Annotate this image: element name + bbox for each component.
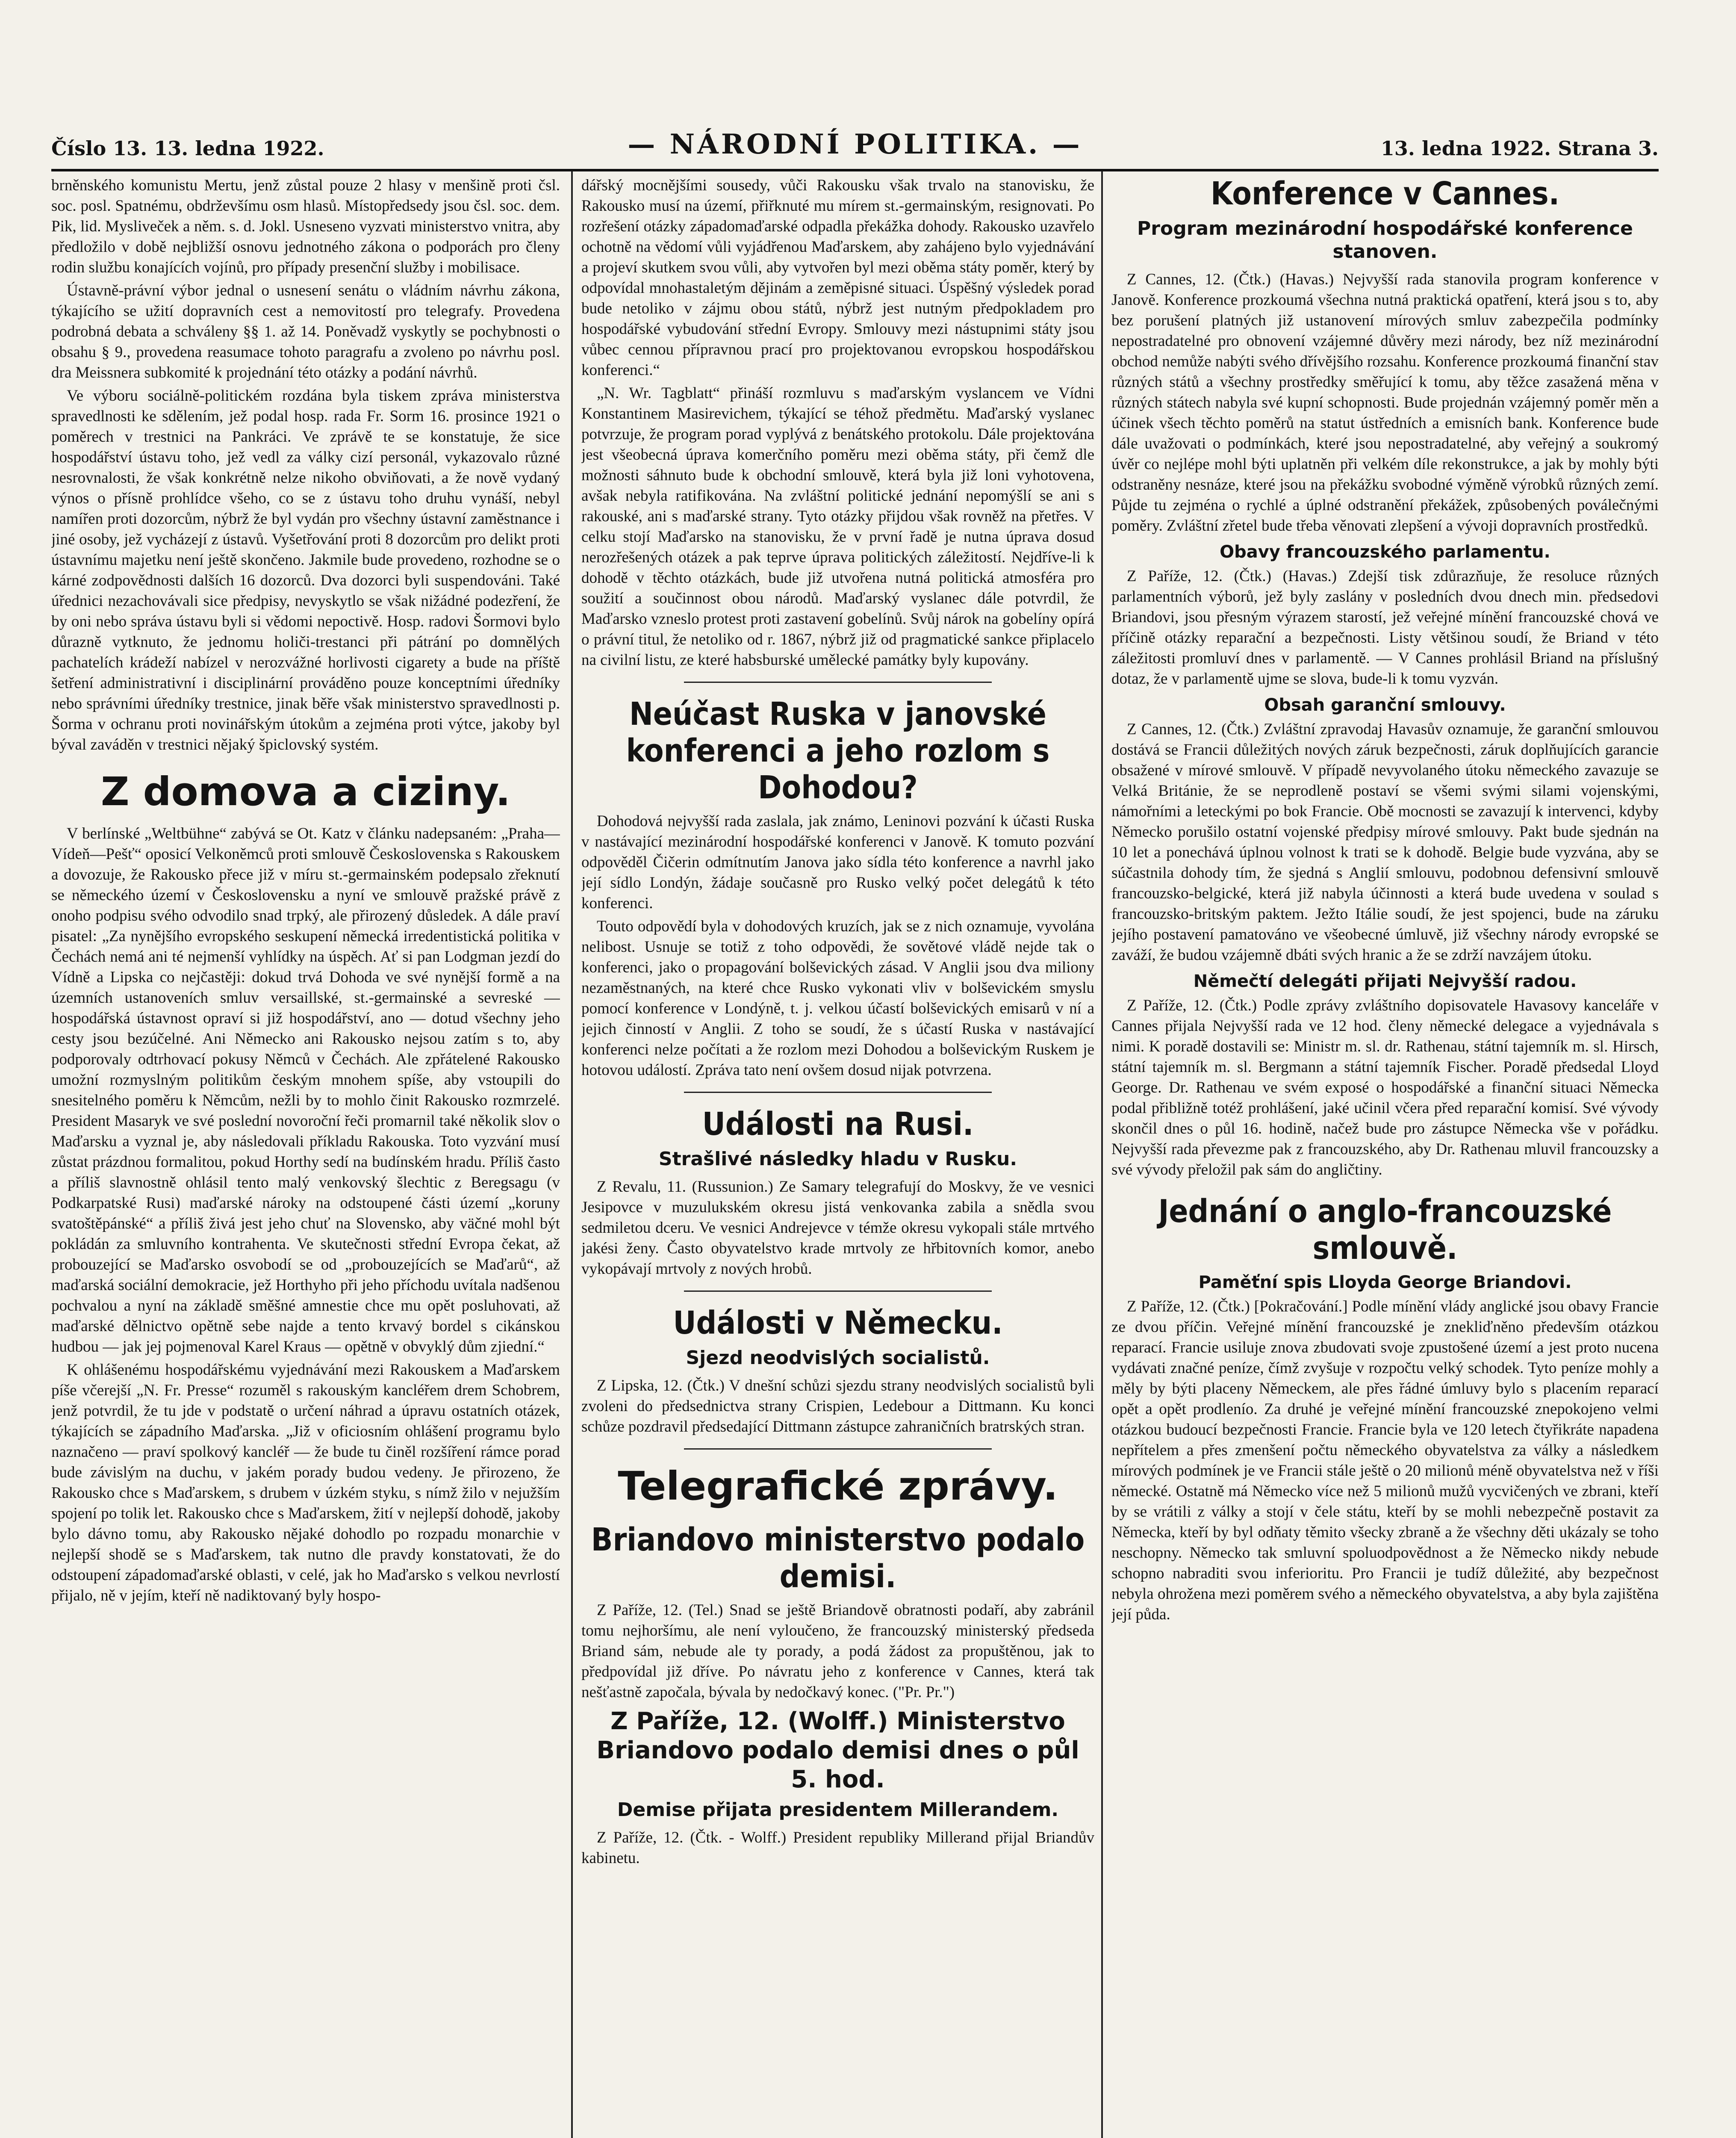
article-subheading: Němečtí delegáti přijati Nejvyšší radou. bbox=[1193, 972, 1577, 991]
column-3 bbox=[1111, 175, 1659, 2138]
article-text: Z Revalu, 11. (Russunion.) Ze Samary telegrafují do Moskvy, že ve vesnici Jesipovce v muzulukském okresu jistá venkovanka zabila a snědla svou sedmiletou dceru. Ve vesnici Andrejevce v témže okresu vykopali stále mrtvého jakési ženy. Často obyvatelstvo krade mrtvoly ze hřbitovních komor, anebo vykopávají mrtvoly z nových hrobů. bbox=[581, 1178, 1094, 1278]
column-2 bbox=[581, 175, 1094, 2138]
bulletin-text: Z Paříže, 12. (Wolff.) Ministerstvo Briandovo podalo demisi dnes o půl 5. hod. bbox=[596, 1707, 1079, 1793]
article-text: K ohlášenému hospodářskému vyjednávání mezi Rakouskem a Maďarskem píše včerejší „N. Fr. Presse“ rozuměl s rakouským kancléřem drem Schobrem, jenž potvrdil, že tu jde v podstatě o určení náhrad a úpravu ostatních otázek, týkajících se západního Maďarska. „Již v oficiosním ohlášení programu bylo naznačeno — praví spolkový kancléř — že bude tu činěl rozšíření rámce porad bude závislým na duchu, v jakém porady budou vedeny. Je přirozeno, že Rakousko chce s Maďarskem, s drubem v úzkém styku, s nímž žilo v nejužším spojení po tolik let. Rakousko chce s Maďarskem, žití v nejlepší dohodě, jakoby bylo dávno tomu, aby Rakousko nějaké dohodlo po rozpadu monarchie v nejlepší shodě se s Maďarskem, tak nutno dle pravdy konstatovati, že do odstoupení západomaďarské oblasti, v celé, jak ho Maďarsko s velkou nevrlostí přijalo, ně v jejím, kteří ně nadiktovaný byly hospo- bbox=[51, 1361, 560, 1604]
divider bbox=[684, 1092, 992, 1093]
article-subheading: Program mezinárodní hospodářské konference stanoven. bbox=[1137, 218, 1633, 263]
article-subheading: Demise přijata presidentem Millerandem. bbox=[617, 1799, 1059, 1821]
article-heading: Briandovo ministerstvo podalo demisi. bbox=[591, 1521, 1085, 1595]
newspaper-title: — NÁRODNÍ POLITIKA. — bbox=[628, 128, 1082, 160]
article-heading: Jednání o anglo-francouzské smlouvě. bbox=[1158, 1193, 1612, 1267]
divider bbox=[684, 1290, 992, 1292]
article-text: Touto odpovědí byla v dohodových kruzích, jak se z nich oznamuje, vyvolána nelibost. Usnuje se totiž z toho odpovědi, že sovětové vládě nejde tak o konferenci, jako o propagování bolševických zásad. V Anglii jsou dva miliony nezaměstnaných, na které chce Rusko vykonati vliv v bolševickém smyslu pomocí konference v Londýně, t. j. velkou účastí bolševických emisarů v ní a jejich činností v Anglii. Z toho se soudí, že s účastí Ruska v nastávající konferenci nelze počítati a že rozlom mezi Dohodou a bolševickým Ruskem je hotovou událostí. Zpráva tato není ovšem dosud nijak potvrzena. bbox=[581, 918, 1094, 1079]
article-heading: Neúčast Ruska v janovské konferenci a jeho rozlom s Dohodou? bbox=[626, 696, 1050, 806]
page-number: 13. ledna 1922. Strana 3. bbox=[1380, 137, 1659, 160]
article-text: Ústavně-právní výbor jednal o usnesení senátu o vládním návrhu zákona, týkajícího se užití dopravních cest a nemovitostí pro telegrafy. Provedena podrobná debata a schváleny §§ 1. až 14. Poněvadž vyskytly se pochybnosti o obsahu § 9., provedena reasumace tohoto paragrafu a zvoleno po návrhu posl. dra Meissnera subkomité k projednání této otázky a podání návrhů. bbox=[51, 282, 560, 381]
issue-number: Číslo 13. 13. ledna 1922. bbox=[51, 137, 324, 160]
article-subheading: Obsah garanční smlouvy. bbox=[1264, 695, 1506, 715]
article-subheading: Strašlivé následky hladu v Rusku. bbox=[658, 1148, 1017, 1170]
article-heading: Události na Rusi. bbox=[702, 1106, 974, 1143]
article-text: Ve výboru sociálně-politickém rozdána byla tiskem zpráva ministerstva spravedlnosti ke sdělením, jež podal hosp. rada Fr. Sorm 16. prosince 1921 o poměrech v trestnici na Pankráci. Ve zprávě te se konstatuje, že sice hospodářství ústavu toho, jež vedl za války cizí personál, vykazovalo různé nesrovnalosti, že však konkrétně nelze nikoho obviňovati, a že nově vydaný výnos o přísně prohlídce všeho, co se z ústavu toho druhu vynáší, nebyl namířen proti dozorcům, nýbrž že byl vydán pro všechny ústavní zaměstnance i jiné osoby, jež vycházejí z ústavů. Vyšetřování proti 8 dozorcům pro delikt proti ústavnímu majetku není ještě skončeno. Jakmile bude provedeno, rozhodne se o kárné zodpovědnosti dalších 16 dozorců. Dva dozorci byli suspendováni. Také úřednici nezachovávali sice předpisy, nevyskytlo se však nižádné podezření, že by oni nebo správa ústavu byli si vědomi nepoctivě. Hosp. radovi Šormovi bylo důrazně vytknuto, že jednomu holiči-trestanci při pátrání po domnělých pachatelích krádeží nabízel v nerozvážné horlivosti cigarety a bude na příště šetření administrativní i disciplinární prováděno pouze konceptními úředníky nebo správními úředníky trestnice, jinak běře však ministerstvo spravedlnosti p. Šorma v ochranu proti novinářským útokům a zejména proti výtce, jakoby byl býval zaváděn v trestnici nějaký špiclovský systém. bbox=[51, 387, 560, 753]
divider bbox=[684, 682, 992, 683]
section-heading: Z domova a ciziny. bbox=[100, 769, 511, 815]
article-text: brněnského komunistu Mertu, jenž zůstal pouze 2 hlasy v menšině proti čsl. soc. posl. Spatnému, obdrževšímu osm hlasů. Místopředsedy jsou čsl. soc. dem. Pik, lid. Mysliveček a něm. s. d. Jokl. Usneseno vyzvati ministerstvo vnitra, aby předložilo v době nejbližší osnovu jednotného zákona o podporách pro členy rodin službu konajících vojínů, pro případy presenční služby i mobilisace. bbox=[51, 177, 560, 276]
column-divider-2 bbox=[1101, 171, 1103, 2138]
article-text: Z Paříže, 12. (Tel.) Snad se ještě Briandově obratnosti podaří, aby zabránil tomu nejhoršímu, ale není vyloučeno, že francouzský ministerský předseda Briand sám, nebude ale ty porady, a podá žádost za propuštěnou, jak to předpovídal již dříve. Po návratu jeho z konference v Cannes, která tak nešťastně započala, bývala by nedočkavý konec. ("Pr. Pr.") bbox=[581, 1601, 1094, 1701]
article-heading: Konference v Cannes. bbox=[1211, 175, 1559, 212]
article-text: Z Paříže, 12. (Čtk.) [Pokračování.] Podle mínění vlády anglické jsou obavy Francie ze dvou příčin. Veřejné mínění francouzské je znekliďněno především otázkou reparací. Francie usiluje znova zbudovati svoje zpustošené území a jest proto nucena vydávati značné peníze, čímž zvyšuje v rozpočtu velký schodek. Tyto peníze mohly a měly by býti placeny Německem, ale přes řádné úmluvy bylo s placením reparací opět a opět prodlenío. Za druhé je veřejné mínění francouzské znepokojeno velmi otázkou budoucí bezpečnosti Francie. Francie byla ve 120 letech čtyřikráte napadena nepřítelem a přes zmenšení počtu německého obyvatelstva za války a následkem mírových podmínek je ve Francii stále ještě o 20 milionů méně obyvatelstva než v říši německé. Ostatně má Německo více než 5 milionů mužů vycvičených ve zbrani, kteří by se vrátili z války a stojí v čele státu, kteří by se mohli nebezpečně postavit za Německa, kteří by byl odňaty těmito všecky zbraně a že všechny děti ukázaly se toho neschopny. Německo tak smluvní spoluodpovědnost a že Německo nikdy nebude schopno nabraditi svou inferioritu. Pro Francii je tudíž důležité, aby bezpečnost nebyla ohrožena mezi poměrem svého a německého obyvatelstva, a aby byla zajištěna její půda. bbox=[1111, 1298, 1659, 1623]
article-text: Z Cannes, 12. (Čtk.) Zvláštní zpravodaj Havasův oznamuje, že garanční smlouvou dostává se Francii důležitých nových záruk bezpečnosti, záruk doplňujících garancie obsažené v mírové smlouvě. V případě nevyvolaného útoku německého zavazuje se Velká Británie, že se neprodleně postaví se všemi svými silami vojenskými, námořními a leteckými po bok Francie. Obě mocnosti se zavazují k intervenci, kdyby Německo porušilo ostatní vojenské předpisy mírové smlouvy. Pakt bude sjednán na 10 let a ponechává úplnou volnost k trati se k dohodě. Belgie bude vyzvána, aby se súčastnila dohody tím, že sjedná s Anglií smlouvu, podobnou defensivní smlouvě francouzsko-belgické, která již nabyla účinnosti a která bude uvedena v soulad s francouzsko-britským paktem. Ježto Itálie soudí, že jest spojenci, bude na záruku jejího postavení pamatováno ve všeobecné úmluvě, již všechny národy evropské se zaváží, že budou vzájemně dbáti svých hranic a že se zdrží navzájem útoku. bbox=[1111, 721, 1659, 964]
article-text: Dohodová nejvyšší rada zaslala, jak známo, Leninovi pozvání k účasti Ruska v nastávající mezinárodní hospodářské konferenci v Janově. K tomuto pozvání odpověděl Čičerin odmítnutím Janova jako sídla této konference a navrhl jako její sídlo Londýn, žádaje současně pro Rusko velký počet delegátů k této konferenci. bbox=[581, 812, 1094, 912]
article-text: Z Paříže, 12. (Čtk.) (Havas.) Zdejší tisk zdůrazňuje, že resoluce různých parlamentních výborů, jež byly zaslány v posledních dvou dnech min. předsedovi Briandovi, jsou přesným výrazem starostí, jež veřejné mínění francouzské chová ve příčině otázky reparační a bezpečnosti. Listy většinou soudí, že Briand v této záležitosti promluví dnes v parlamentě. — V Cannes prohlásil Briand na příslušný dotaz, že v parlamentě ujme se slova, bude-li k tomu vyzván. bbox=[1111, 567, 1659, 688]
page-header bbox=[51, 128, 1659, 167]
column-divider-1 bbox=[571, 171, 573, 2138]
section-heading: Telegrafické zprávy. bbox=[618, 1463, 1058, 1509]
article-subheading: Sjezd neodvislých socialistů. bbox=[686, 1347, 990, 1369]
article-heading: Události v Německu. bbox=[673, 1305, 1003, 1341]
article-text: dářský mocnějšími sousedy, vůči Rakousku však trvalo na stanovisku, že Rakousko musí na území, přiřknuté mu mírem st.-germainským, resignovati. Po rozřešení otázky západomaďarské odpadla překážka dohody. Rakousko uzavřelo ochotně na vědomí vůli vyjádřenou Maďarskem, aby zahájeno bylo vyjednávání a projeví skutkem svou vůli, aby vytvořen byl mezi oběma státy poměr, který by odpovídal mnohastaletým dějinám a zeměpisné situaci. Úspěšný výsledek porad bude netoliko v zájmu obou států, nýbrž jest nutným předpokladem pro hospodářské vybudování střední Evropy. Smlouvy mezi nástupnimi státy jsou vůbec cennou přípravnou prací pro projektovanou evropskou hospodářskou konferenci.“ bbox=[581, 177, 1094, 379]
column-1 bbox=[51, 175, 560, 2138]
article-subheading: Obavy francouzského parlamentu. bbox=[1220, 542, 1550, 562]
divider bbox=[684, 1448, 992, 1450]
article-text: „N. Wr. Tagblatt“ přináší rozmluvu s maďarským vyslancem ve Vídni Konstantinem Masirevichem, týkající se téhož předmětu. Maďarský vyslanec potvrzuje, že program porad vyplývá z benátského protokolu. Dále projektována jest všeobecná úprava komerčního poměru mezi oběma státy, při čemž dle možnosti sáhnuto bude k obchodní smlouvě, která byla již loni vyhotovena, avšak nebyla ratifikována. Na zvláštní politické jednání nepomýšlí se ani s rakouské, ani s maďarské strany. Tyto otázky přijdou však rovněž na přetřes. V celku stojí Maďarsko na stanovisku, že v první řadě je nutna úprava dosud nerozřešených otázek a pak teprve úprava politických záležitostí. Nejdříve-li k dohodě v těchto otázkách, bude již utvořena nutná politická atmosféra pro soužití a součinnost obou národů. Maďarský vyslanec dále potvrdil, že Maďarsko vzneslo protest proti zastavení gobelínů. Svůj nárok na gobelíny opírá o právní titul, že netoliko od r. 1867, nýbrž již od pragmatické sankce připlacelo na civilní listu, ze které habsburské umělecké památky byly kupovány. bbox=[581, 384, 1094, 669]
article-text: Z Paříže, 12. (Čtk. - Wolff.) President republiky Millerand přijal Briandův kabinetu. bbox=[581, 1829, 1094, 1867]
article-text: Z Cannes, 12. (Čtk.) (Havas.) Nejvyšší rada stanovila program konference v Janově. Konference prozkoumá všechna nutná praktická opatření, která jsou s to, aby bez porušení platných již ustanovení mírových smluv zabezpečila podmínky nepostradatelné pro obnovení vzájemné důvěry mezi národy, bez níž mezinárodní obchod nemůže nabýti svého dřívějšího rozsahu. Konference prozkoumá finanční stav různých států a všechny prostředky směřující k tomu, aby těžce zasažená měna v různých státech nabyla své kupní schopnosti. Bude projednán vzájemný poměr měn a účinek všech těchto poměrů na statut ústředních a emisních bank. Konference bude dále uvažovati o podmínkách, které jsou nepostradatelné, aby veřejný a soukromý úvěr co nejlépe mohl býti uplatněn při velkém díle rekonstrukce, a jak by mohly býti odstraněny nesnáze, které jsou na překážku svobodné výměně výrobků různých zemí. Půjde tu zejména o rychlé a úplné odstranění překážek, způsobených poválečnými poměry. Zvláštní zřetel bude třeba věnovati zlepšení a vývoji dopravních prostředků. bbox=[1111, 271, 1659, 534]
header-rule bbox=[51, 169, 1659, 171]
article-text: Z Paříže, 12. (Čtk.) Podle zprávy zvláštního dopisovatele Havasovy kanceláře v Cannes přijala Nejvyšší rada ve 12 hod. členy německé delegace a vyjednávala s nimi. K poradě dostavili se: Ministr m. sl. dr. Rathenau, státní tajemník m. sl. Hirsch, státní tajemník m. sl. Bergmann a státní tajemník Fischer. Poradě předsedal Lloyd George. Dr. Rathenau ve svém exposé o hospodářské a finanční situaci Německa podal přibližně totéž prohlášení, jaké učinil včera před reparační komisí. Své vývody skončil dnes o půl 16. hodině, načež bude pro zástupce Německa vše v pořádku. Nejvyšší rada převezme pak z francouzského, aby Dr. Rathenau mluvil francouzsky a své vývody přeložil pak sám do angličtiny. bbox=[1111, 997, 1659, 1178]
article-subheading: Paměťní spis Lloyda George Briandovi. bbox=[1198, 1273, 1572, 1292]
article-text: V berlínské „Weltbühne“ zabývá se Ot. Katz v článku nadepsaném: „Praha—Vídeň—Pešť“ oposicí Velkoněmců proti smlouvě Československa s Rakouskem a dovozuje, že Rakousko přece již v míru st.-germainském podepsalo zřeknutí se německého území v Československu a nyní ve smlouvě pražské právě z onoho podpisu svého odvodilo snad trpký, ale přirozený důsledek. A dále praví pisatel: „Za nynějšího evropského seskupení německá irredentistická politika v Čechách nemá ani té nejmenší vyhlídky na úspěch. Ať si pan Lodgman jezdí do Vídně a Lipska co nejčastěji: dokud trvá Dohoda ve své nynější formě a na územních ustanoveních smluv versaillské, st.-germainské a sevreské — hospodářská ústavnost opraví si již hospodářství, ano — dotud všechny jeho cesty jsou bezúčelné. Ani Německo ani Rakousko nejsou zatím s to, aby podporovaly odtrhovací pokusy Němců v Čechách. Ale zpřátelené Rakousko umožní rozmyslným politikům českým mnohem spíše, aby vstoupili do snesitelného poměru k Němcům, nežli by to mohlo činit Rakousko rozmrzelé. President Masaryk ve své poslední novoroční řeči promarnil také několik slov o Maďarsku a vyznal je, aby následovali příkladu Rakouska. Toto vyzvání musí zůstat prázdnou formalitou, pokud Horthy sedí na budínském hradu. Příliš často a příliš slavnostně ohlásil tento malý venkovský šlechtic z Beregsagu (v Podkarpatské Rusi) maďarské nároky na odstoupené části území „koruny svatoštěpánské“ a příliš živá jest jeho chuť na Slovensko, aby väčné mohl být pokládán za smluvního kontrahenta. Ve skutečnosti střední Evropa čekat, až probouzející se Maďarsko osvobodí se od „probouzejících se Maďarů“, až maďarská sociální demokracie, jež Horthyho při jeho příchodu uvítala nadšenou pochvalou a nyní na základě směšné amnestie chce mu opět posluhovati, až maďarské dělnictvo opětně sebe najde a tento krvavý bordel s cikánskou hudbou — jak jej pojmenoval Karel Kraus — opětně v obvyklý dům zjiední.“ bbox=[51, 825, 560, 1355]
article-text: Z Lipska, 12. (Čtk.) V dnešní schůzi sjezdu strany neodvislých socialistů byli zvoleni do předsednictva strany Crispien, Ledebour a Dittmann. Ku konci schůze pozdravil předsedající Dittmann zástupce zahraničních bratrských stran. bbox=[581, 1377, 1094, 1435]
